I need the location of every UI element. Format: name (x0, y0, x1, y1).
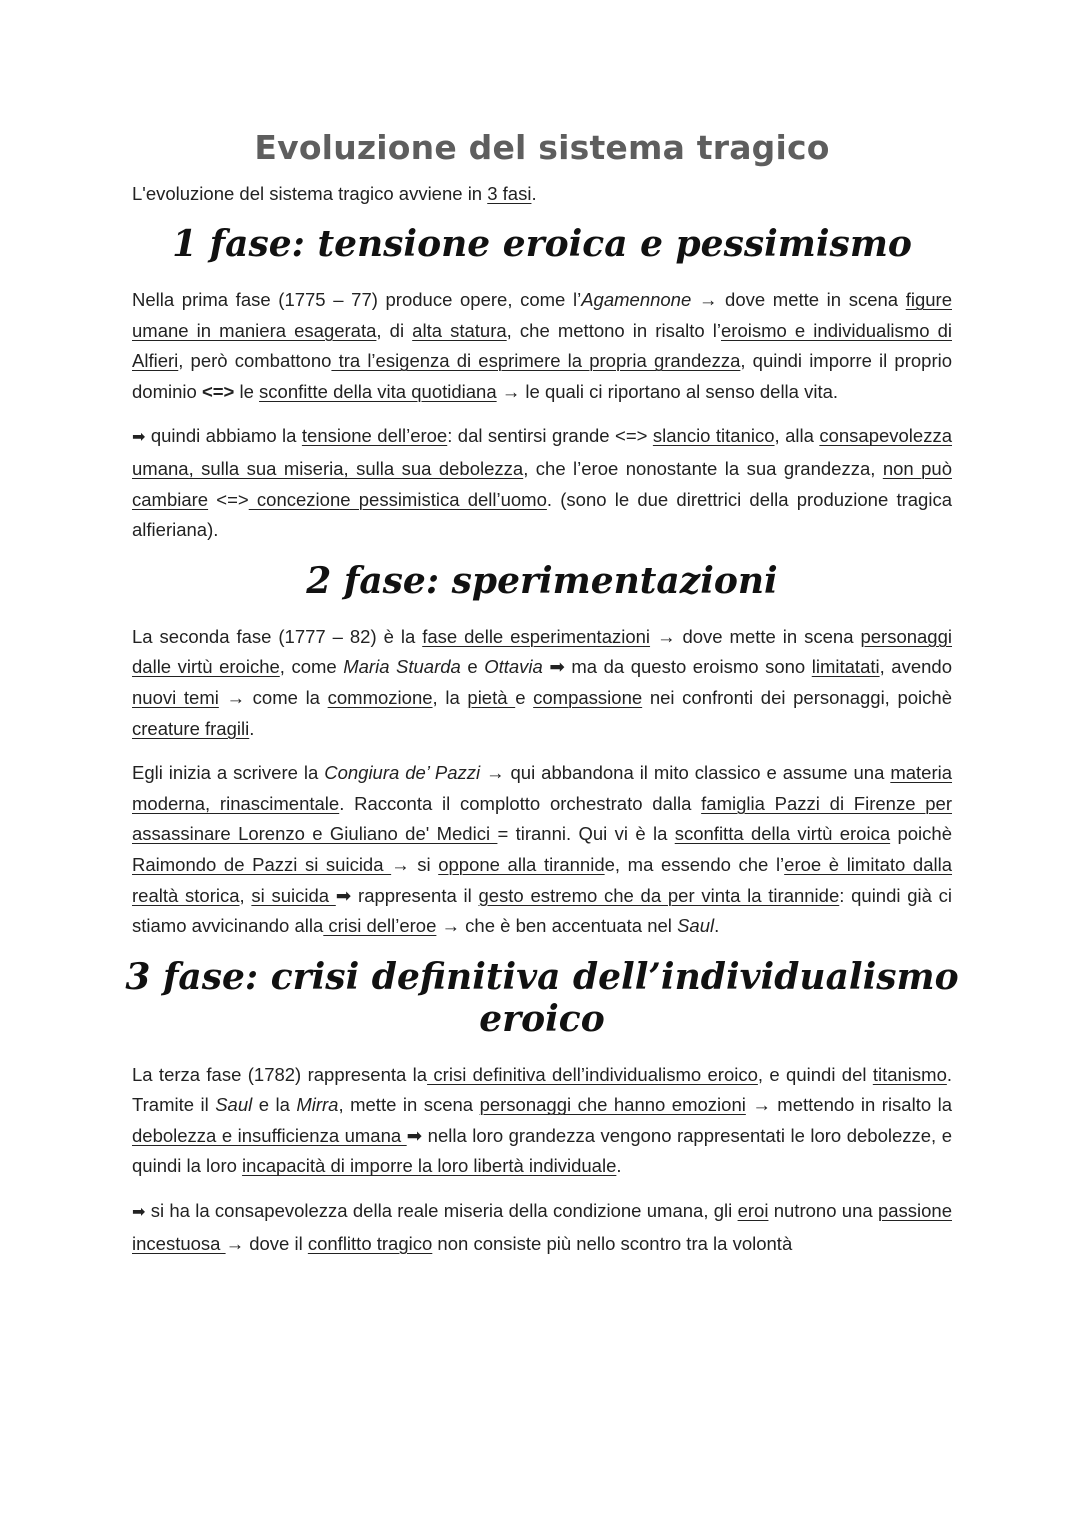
phases-count: 3 fasi (487, 183, 532, 204)
intro-text: L'evoluzione del sistema tragico avviene in (132, 183, 488, 204)
underlined-text: famiglia Pazzi di Firenze per assassinare Lorenzo e Giuliano de' Medici (132, 792, 952, 845)
text: e (515, 686, 534, 708)
underlined-text: consapevolezza umana, sulla sua miseria, sulla sua debolezza (132, 425, 952, 479)
intro-paragraph (132, 179, 952, 209)
text: : dal sentirsi grande <=> (447, 425, 653, 447)
phase2-heading: 2 fase: sperimentazioni (306, 559, 778, 602)
text: Nella prima fase (1775 – 77) produce opere, come l’ (132, 289, 582, 310)
underlined-text: creature fragili (132, 717, 250, 739)
underlined-text: oppone alla tirannid (438, 853, 605, 875)
underlined-text: slancio titanico (652, 425, 775, 447)
text: → dove il (225, 1232, 308, 1254)
text: . (714, 915, 720, 937)
underlined-text: incapacità di imporre la loro libertà individuale (242, 1155, 617, 1177)
text: , mette in scena (338, 1094, 480, 1116)
underlined-text: figure umane in maniera esagerata (132, 289, 952, 341)
text: , però combattono (178, 350, 332, 372)
underlined-text: alta statura (412, 319, 507, 341)
phase2-paragraph-1 (132, 622, 952, 744)
text: Egli inizia a scrivere la (132, 762, 325, 784)
text: . Tramite il (132, 1063, 952, 1116)
text: , e quindi del (757, 1063, 873, 1085)
text: poichè (890, 823, 952, 845)
text: : quindi già ci stiamo avvicinando alla (132, 884, 953, 937)
underlined-text: personaggi dalle virtù eroiche (132, 625, 952, 678)
underlined-text: sconfitte della vita quotidiana (259, 380, 497, 402)
phase1-paragraph-2 (132, 421, 952, 545)
text: La seconda fase (1777 – 82) è la (132, 625, 423, 647)
text: , quindi imporre il proprio dominio (132, 350, 953, 402)
text: e (460, 656, 485, 678)
underlined-text: debolezza e insufficienza umana (132, 1124, 407, 1146)
text: <=> (208, 488, 249, 510)
document-page (125, 128, 959, 1273)
underlined-text: eroi (737, 1200, 769, 1222)
underlined-text: passione incestuosa (132, 1200, 952, 1254)
text: → che è ben accentuata nel (436, 915, 678, 937)
text: . (249, 717, 255, 739)
work-title: Mirra (296, 1094, 339, 1116)
underlined-text: materia moderna, rinascimentale (132, 762, 953, 814)
work-title: Ottavia (484, 656, 543, 678)
text: e, ma essendo che l’ (604, 853, 785, 875)
phase3-paragraph-1 (132, 1060, 952, 1182)
text: ➡ nella loro grandezza vengono rappresentati le loro debolezze, e quindi la loro (132, 1124, 952, 1177)
underlined-text: tensione dell’eroe (301, 425, 448, 447)
underlined-text: sconfitta della virtù eroica (674, 823, 891, 845)
text: . (sono le due direttrici della produzione tragica alfieriana). (132, 488, 952, 541)
work-title: Saul (215, 1094, 253, 1116)
phase3-heading: 3 fase: crisi definitiva dell’individualismo eroico (125, 955, 959, 1040)
text: , (239, 884, 252, 906)
bold-symbol: <=> (201, 380, 235, 402)
text: e la (252, 1094, 297, 1116)
underlined-text: conflitto tragico (307, 1232, 433, 1254)
phase3-paragraph-2 (132, 1196, 952, 1259)
text: , alla (774, 425, 820, 447)
text: , che l’eroe nonostante la sua grandezza, (523, 457, 883, 479)
text: → come la (218, 686, 328, 708)
text: . (616, 1155, 622, 1177)
text: → dove mette in scena (691, 289, 906, 310)
work-title: Maria Stuarda (343, 656, 461, 678)
text: nutrono una (768, 1200, 878, 1222)
text: le (234, 380, 260, 402)
page-title: Evoluzione del sistema tragico (254, 128, 830, 167)
text: , che mettono in risalto l’ (506, 319, 721, 341)
text: → qui abbandona il mito classico e assume una (480, 762, 891, 784)
work-title: Agamennone (581, 289, 692, 310)
text: ➡ ma da questo eroismo sono (542, 656, 812, 678)
text: → mettendo in risalto la (745, 1094, 953, 1116)
underlined-text: si suicida (251, 884, 336, 906)
text: , la (432, 686, 468, 708)
underlined-text: titanismo (872, 1063, 947, 1085)
underlined-text: Raimondo de Pazzi si suicida (132, 853, 392, 875)
text: , di (376, 319, 413, 341)
text: quindi abbiamo la (145, 425, 302, 447)
text: , come (279, 656, 344, 678)
underlined-text: eroe è limitato dalla realtà storica (132, 853, 952, 906)
text: . Racconta il complotto orchestrato dalla (339, 792, 702, 814)
work-title: Congiura de’ Pazzi (324, 762, 481, 784)
right-arrow-icon: ➡ (132, 429, 146, 447)
underlined-text: compassione (533, 686, 643, 708)
underlined-text: nuovi temi (132, 686, 219, 708)
text: → dove mette in scena (650, 625, 861, 647)
text: = tiranni. Qui vi è la (497, 823, 675, 845)
underlined-text: tra l’esigenza di esprimere la propria grandezza (331, 350, 741, 372)
underlined-text: crisi dell’eroe (323, 915, 437, 937)
right-arrow-icon: ➡ (132, 1204, 146, 1222)
text: La terza fase (1782) rappresenta la (132, 1063, 428, 1085)
underlined-text: commozione (327, 686, 433, 708)
underlined-text: pietà (467, 686, 516, 708)
text: , avendo (879, 656, 952, 678)
underlined-text: crisi definitiva dell’individualismo eroico (427, 1063, 758, 1085)
underlined-text: non può cambiare (132, 457, 952, 510)
text: non consiste più nello scontro tra la volontà (432, 1232, 793, 1254)
phase2-paragraph-2 (132, 758, 952, 942)
phase1-paragraph-1 (132, 285, 952, 407)
underlined-text: gesto estremo che da per vinta la tirannide (478, 884, 840, 906)
underlined-text: personaggi che hanno emozioni (479, 1094, 746, 1116)
text: → le quali ci riportano al senso della vita. (496, 380, 839, 402)
work-title: Saul (677, 915, 715, 937)
text: ➡ rappresenta il (335, 884, 479, 906)
underlined-text: fase delle esperimentazioni (422, 625, 651, 647)
underlined-text: eroismo e individualismo di Alfieri (132, 319, 952, 372)
underlined-text: limitatati (811, 656, 880, 678)
text: nei confronti dei personaggi, poichè (642, 686, 952, 708)
text: → si (391, 853, 439, 875)
intro-end: . (531, 183, 537, 204)
phase1-heading: 1 fase: tensione eroica e pessimismo (172, 223, 912, 265)
text: si ha la consapevolezza della reale miseria della condizione umana, gli (145, 1200, 738, 1222)
underlined-text: concezione pessimistica dell’uomo (248, 488, 547, 510)
